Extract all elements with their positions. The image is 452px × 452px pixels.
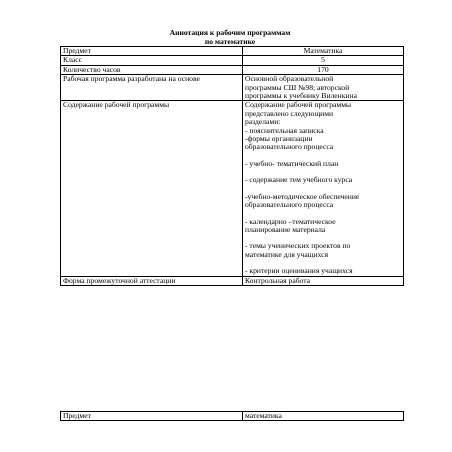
content-item-line: - содержание тем учебного курса <box>245 175 353 185</box>
subject-value: Математика <box>243 47 404 56</box>
table-row-hours <box>61 65 404 74</box>
content-item-line: - темы ученических проектов по <box>245 241 351 251</box>
content-intro-line: разделами: <box>245 117 281 127</box>
basis-line: программы к учебнику Виленкина <box>245 91 357 101</box>
hours-value: 170 <box>243 65 404 74</box>
second-table <box>60 411 404 421</box>
basis-label: Рабочая программа разработана на основе <box>61 75 243 101</box>
content-label: Содержание рабочей программы <box>61 101 243 276</box>
content-value <box>243 101 404 276</box>
subject-value-2: математика <box>243 412 404 421</box>
content-intro-line: Содержание рабочей программы <box>245 100 352 110</box>
hours-label: Количество часов <box>61 65 243 74</box>
title-line-1: Аннотация к рабочим программам <box>169 28 291 37</box>
content-intro-line: представлено следующими <box>245 108 334 118</box>
subject-label: Предмет <box>61 47 243 56</box>
title-line-2: по математике <box>204 36 256 46</box>
content-item-line: -учебно-методическое обеспечение <box>245 191 360 201</box>
content-item-line: образовательного процесса <box>245 200 334 210</box>
table-row-subject-2 <box>61 412 404 421</box>
annotation-table <box>60 46 404 286</box>
content-item-line: - учебно- тематический план <box>245 158 339 168</box>
table-row-basis <box>61 75 404 101</box>
content-item-line: -формы организации <box>245 134 313 144</box>
document-title <box>60 29 400 46</box>
content-item-line: планирование материала <box>245 224 326 234</box>
grade-label: Класс <box>61 56 243 65</box>
content-item-line: - критерии оценивания учащихся <box>245 266 353 276</box>
table-row-attestation <box>61 276 404 285</box>
grade-value: 5 <box>243 56 404 65</box>
content-item-line: - пояснительная записка <box>245 125 324 135</box>
basis-line: программы СШ №98; авторской <box>245 82 350 92</box>
attestation-value: Контрольная работа <box>243 276 404 285</box>
table-row-grade <box>61 56 404 65</box>
basis-line: Основной образовательной <box>245 74 334 84</box>
table-row-subject <box>61 47 404 56</box>
subject-label-2: Предмет <box>61 412 243 421</box>
content-item-line: - календарно –тематическое <box>245 216 336 226</box>
content-item-line: образовательного процесса <box>245 142 334 152</box>
basis-value <box>243 75 404 101</box>
table-row-content <box>61 101 404 276</box>
attestation-label: Форма промежуточной аттестации <box>61 276 243 285</box>
content-item-line: математике для учащихся <box>245 249 329 259</box>
